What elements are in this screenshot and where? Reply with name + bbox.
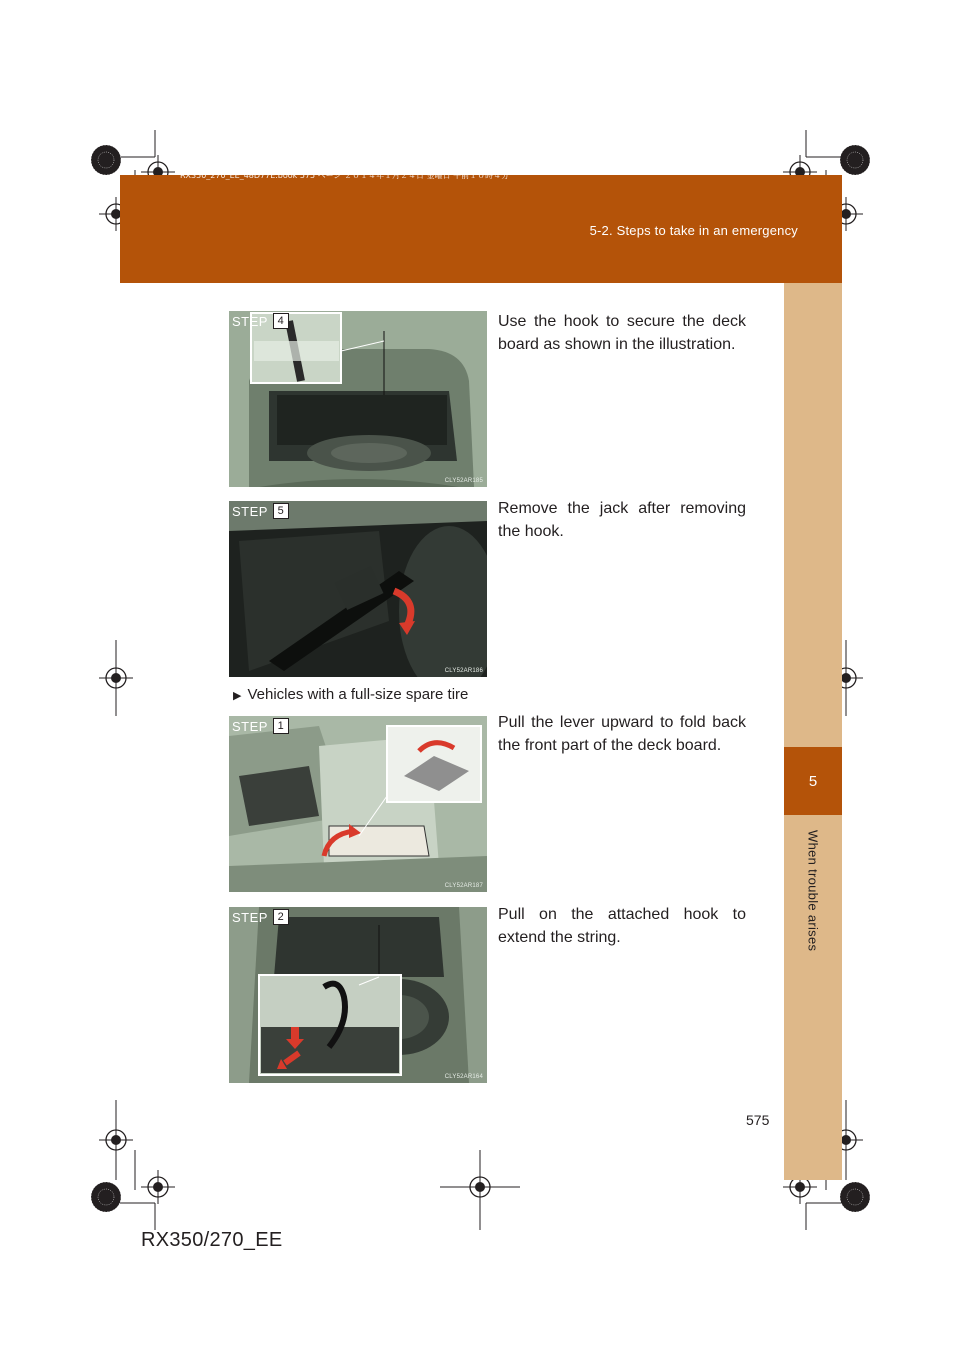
figure-code: CLY52AR164 [444, 1074, 483, 1080]
figure-code: CLY52AR187 [444, 883, 483, 889]
step-badge-2 [229, 909, 289, 925]
step-number: 1 [273, 718, 289, 734]
figure-step-4 [229, 311, 487, 487]
chapter-number: 5 [784, 747, 842, 815]
figure-step-5 [229, 501, 487, 677]
step-text-4: Use the hook to secure the deck board as shown in the illustration. [498, 313, 746, 353]
header-band [120, 175, 842, 283]
step-number: 4 [273, 313, 289, 329]
step-label: STEP [232, 313, 268, 329]
step-label: STEP [232, 909, 268, 925]
step-number: 5 [273, 503, 289, 519]
file-stamp: RX350_270_EE_48D77E.book 575 ページ ２０１４年１月２４日 金曜日 午前１０時４分 [180, 171, 510, 180]
figure-code: CLY52AR186 [444, 668, 483, 674]
model-code: RX350/270_EE [141, 1229, 283, 1251]
down-arrow-icon [291, 1027, 299, 1041]
figure-step-1 [229, 716, 487, 892]
figure-step-2 [229, 907, 487, 1083]
variant-heading [233, 686, 468, 703]
chapter-label-container [784, 830, 842, 980]
step-text-1: Pull the lever upward to fold back the front part of the deck board. [498, 714, 746, 754]
chapter-tab-strip [784, 283, 842, 1180]
section-title: 5-2. Steps to take in an emergency [589, 223, 798, 238]
variant-heading-text: Vehicles with a full-size spare tire [247, 686, 469, 703]
step-text-2: Pull on the attached hook to extend the string. [498, 906, 746, 946]
chapter-label: When trouble arises [805, 830, 821, 952]
figure-code: CLY52AR185 [444, 478, 483, 484]
step-badge-4 [229, 313, 289, 329]
page-number: 575 [746, 1112, 770, 1128]
triangle-bullet-icon: ▶ [233, 690, 242, 702]
step-number: 2 [273, 909, 289, 925]
step-label: STEP [232, 718, 268, 734]
step-badge-1 [229, 718, 289, 734]
step-text-5: Remove the jack after removing the hook. [498, 500, 746, 540]
step-badge-5 [229, 503, 289, 519]
step-label: STEP [232, 503, 268, 519]
